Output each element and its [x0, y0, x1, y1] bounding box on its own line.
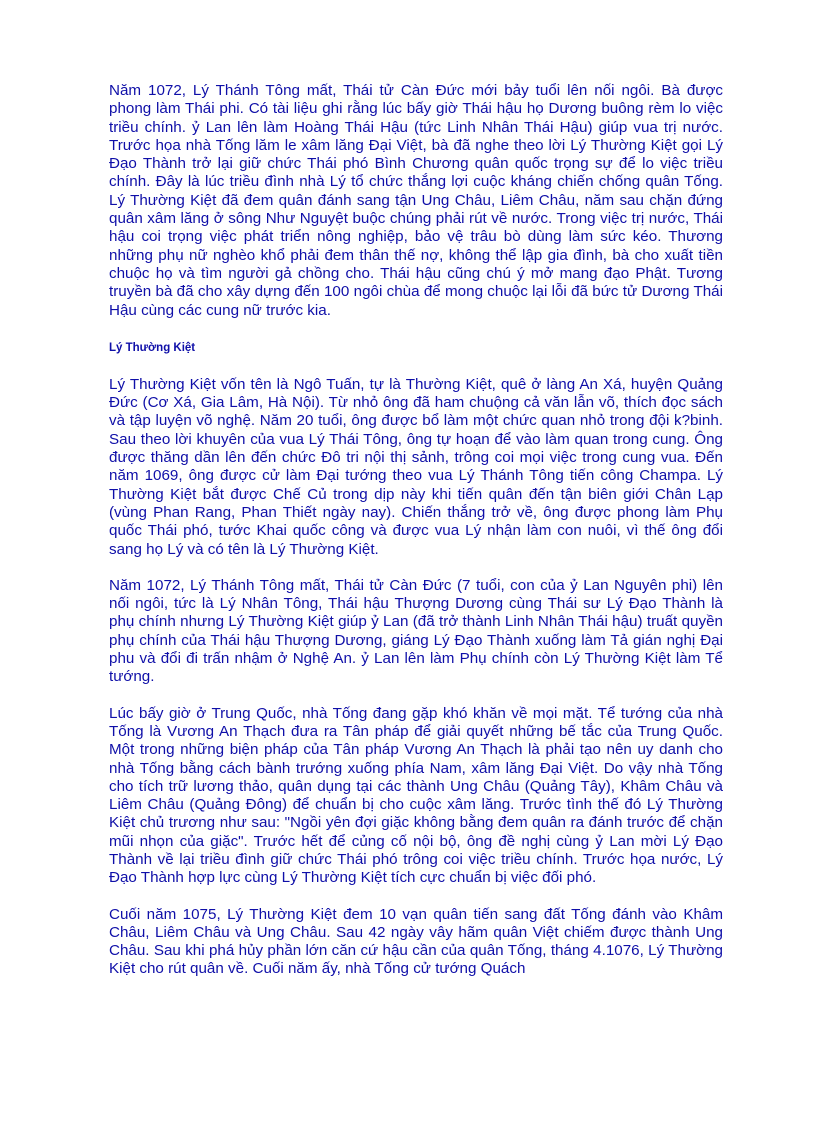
- paragraph-thai-hau-y-lan: Năm 1072, Lý Thánh Tông mất, Thái tử Càn Đức mới bảy tuổi lên nối ngôi. Bà được phong làm Thái phi. Có tài liệu ghi rằng lúc bấy giờ Thái hậu họ Dương buông rèm lo việc triều chính. ỷ Lan lên làm Hoàng Thái Hậu (tức Linh Nhân Thái Hậu) giúp vua trị nước. Trước họa nhà Tống lăm le xâm lăng Đại Việt, bà đã nghe theo lời Lý Thường Kiệt gọi Lý Đạo Thành trở lại giữ chức Thái phó Bình Chương quân quốc trọng sự để lo việc triều chính. Đây là lúc triều đình nhà Lý tổ chức thắng lợi cuộc kháng chiến chống quân Tống. Lý Thường Kiệt đã đem quân đánh sang tận Ung Châu, Liêm Châu, năm sau chặn đứng quân xâm lăng ở sông Như Nguyệt buộc chúng phải rút về nước. Trong việc trị nước, Thái hậu coi trọng việc phát triển nông nghiệp, bảo vệ trâu bò dùng làm sức kéo. Thương những phụ nữ nghèo khổ phải đem thân thế nợ, không thể lập gia đình, bà cho xuất tiền chuộc họ và tìm người gả chồng cho. Thái hậu cũng chú ý mở mang đạo Phật. Tương truyền bà đã cho xây dựng đến 100 ngôi chùa để mong chuộc lại lỗi đã bức tử Dương Thái Hậu cùng các cung nữ trước kia.: [109, 82, 723, 319]
- spacer: [109, 320, 723, 340]
- paragraph-song-dynasty: Lúc bấy giờ ở Trung Quốc, nhà Tống đang gặp khó khăn về mọi mặt. Tể tướng của nhà Tống là Vương An Thạch đưa ra Tân pháp để giải quyết những bế tắc của Trung Quốc. Một trong những biện pháp của Tân pháp Vương An Thạch là phải tạo nên uy danh cho nhà Tống bằng cách bành trướng xuống phía Nam, xâm lăng Đại Việt. Do vậy nhà Tống cho tích trữ lương thảo, quân dụng tại các thành Ung Châu (Quảng Tây), Khâm Châu và Liêm Châu (Quảng Đông) để chuẩn bị cho cuộc xâm lăng. Trước tình thế đó Lý Thường Kiệt chủ trương như sau: "Ngồi yên đợi giặc không bằng đem quân ra đánh trước để chặn mũi nhọn của giặc". Trước hết để củng cố nội bộ, ông đề nghị cùng ỷ Lan mời Lý Đạo Thành về lại triều đình giữ chức Thái phó trông coi việc triều chính. Trước họa nước, Lý Đạo Thành hợp lực cùng Lý Thường Kiệt tích cực chuẩn bị việc đối phó.: [109, 704, 723, 887]
- document-page: [109, 82, 723, 979]
- spacer: [109, 687, 723, 705]
- spacer: [109, 559, 723, 577]
- spacer: [109, 356, 723, 376]
- section-heading: Lý Thường Kiệt: [109, 341, 196, 354]
- paragraph-regency: Năm 1072, Lý Thánh Tông mất, Thái tử Càn Đức (7 tuổi, con của ỷ Lan Nguyên phi) lên nối ngôi, tức là Lý Nhân Tông, Thái hậu Thượng Dương cùng Thái sư Lý Đạo Thành là phụ chính nhưng Lý Thường Kiệt giúp ỷ Lan (đã trở thành Linh Nhân Thái hậu) truất quyền phụ chính của Thái hậu Thượng Dương, giáng Lý Đạo Thành xuống làm Tả gián nghị Đại phu và đổi đi trấn nhậm ở Nghệ An. ỷ Lan lên làm Phụ chính còn Lý Thường Kiệt làm Tể tướng.: [109, 576, 723, 686]
- paragraph-campaign: Cuối năm 1075, Lý Thường Kiệt đem 10 vạn quân tiến sang đất Tống đánh vào Khâm Châu, Liêm Châu và Ung Châu. Sau 42 ngày vây hãm quân Việt chiếm được thành Ung Châu. Sau khi phá hủy phần lớn căn cứ hậu cần của quân Tống, tháng 4.1076, Lý Thường Kiệt cho rút quân về. Cuối năm ấy, nhà Tống cử tướng Quách: [109, 905, 723, 978]
- paragraph-biography: Lý Thường Kiệt vốn tên là Ngô Tuấn, tự là Thường Kiệt, quê ở làng An Xá, huyện Quảng Đức (Cơ Xá, Gia Lâm, Hà Nội). Từ nhỏ ông đã ham chuộng cả văn lẫn võ, thích đọc sách và tập luyện võ nghệ. Năm 20 tuổi, ông được bổ làm một chức quan nhỏ trong đội k?binh. Sau theo lời khuyên của vua Lý Thái Tông, ông tự hoạn để vào làm quan trong cung. Ông được thăng dần lên đến chức Đô tri nội thị sảnh, trông coi mọi việc trong cung vua. Đến năm 1069, ông được cử làm Đại tướng theo vua Lý Thánh Tông tiến công Champa. Lý Thường Kiệt bắt được Chế Củ trong dịp này khi tiến quân đến tận biên giới Chân Lạp (vùng Phan Rang, Phan Thiết ngày nay). Chiến thắng trở về, ông được phong làm Phụ quốc Thái phó, tước Khai quốc công và được vua Lý nhận làm con nuôi, vì thế ông đổi sang họ Lý và có tên là Lý Thường Kiệt.: [109, 375, 723, 558]
- spacer: [109, 888, 723, 906]
